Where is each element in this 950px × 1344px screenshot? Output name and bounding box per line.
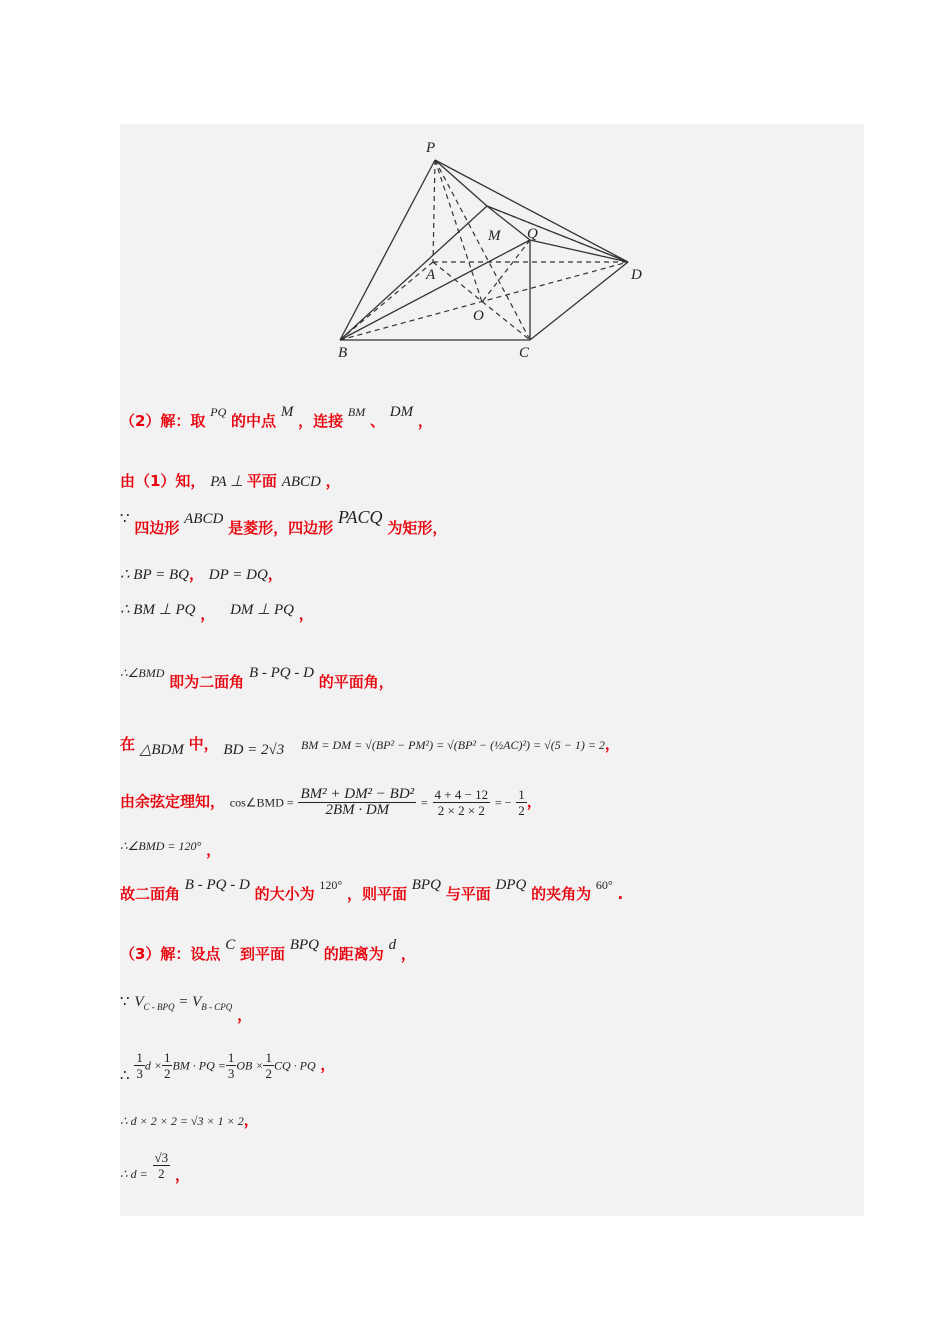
label-D: D <box>631 267 642 283</box>
math: ∴ <box>120 1067 130 1084</box>
math: BM · PQ = <box>172 1058 226 1073</box>
label-Q: Q <box>527 226 538 242</box>
denominator: 2 × 2 × 2 <box>437 803 485 818</box>
math: BM <box>347 405 366 419</box>
text: ， <box>400 945 416 963</box>
p2-line1 <box>120 404 433 431</box>
p2-line9 <box>120 836 222 859</box>
text: ， <box>206 841 222 859</box>
math: PACQ <box>337 507 383 527</box>
math: cos∠BMD = <box>229 795 294 810</box>
text: 故二面角 <box>120 885 181 903</box>
text: 到平面 <box>240 945 286 963</box>
math-subscript: C - BPQ <box>143 1002 175 1012</box>
p2-line10 <box>120 877 624 904</box>
numerator: 1 <box>518 787 525 802</box>
text: 在 <box>120 735 136 753</box>
math: ABCD <box>281 474 321 490</box>
math: PA ⊥ <box>210 474 247 490</box>
math: B - PQ - D <box>184 877 250 893</box>
math: 120° <box>319 878 343 892</box>
p3-line4 <box>120 1111 259 1130</box>
math: DM <box>389 404 414 420</box>
fraction <box>516 787 527 818</box>
text: . <box>617 885 624 903</box>
edge-MD <box>487 206 628 262</box>
p3-line1 <box>120 937 416 964</box>
math: ∴ BP = BQ <box>120 567 189 583</box>
label-P: P <box>426 140 436 156</box>
numerator: 1 <box>136 1050 143 1065</box>
math: ∵ <box>120 994 130 1010</box>
text: 的夹角为 <box>531 885 592 903</box>
denominator: 2 <box>163 1066 171 1081</box>
text: 由（1）知， <box>120 472 206 490</box>
math: ∵ <box>120 511 130 527</box>
label-C: C <box>519 345 530 361</box>
math: CQ · PQ <box>273 1058 316 1073</box>
p3-line3 <box>120 1050 336 1084</box>
p2-line6 <box>120 665 394 692</box>
text: 是菱形，四边形 <box>228 519 334 537</box>
text: 与平面 <box>445 885 491 903</box>
fraction <box>298 787 416 818</box>
text: ， <box>174 1165 190 1184</box>
label-B: B <box>338 345 348 361</box>
edge-QO <box>482 240 530 302</box>
math: ∴∠BMD = 120° <box>120 839 202 853</box>
math: BM = DM = √(BP² − PM²) = √(BP² − (½AC)²) = √(5 − 1) = 2 <box>301 738 605 752</box>
numerator: 4 + 4 − 12 <box>434 787 489 802</box>
text: ， <box>526 792 542 811</box>
text: ，连接 <box>298 412 344 430</box>
math: 60° <box>595 878 613 892</box>
math: △BDM <box>139 742 184 758</box>
math: C <box>225 937 236 953</box>
math: = <box>420 795 428 810</box>
edge-PA <box>433 160 435 262</box>
fraction <box>162 1050 173 1081</box>
edge-QD <box>530 240 628 262</box>
denominator: 3 <box>136 1066 143 1081</box>
text: 的大小为 <box>254 885 315 903</box>
text: 的中点 <box>231 412 277 430</box>
label-A: A <box>426 267 436 283</box>
fraction <box>226 1050 237 1081</box>
text: 为矩形， <box>387 519 448 537</box>
text: ， <box>417 412 433 430</box>
denominator: 2 <box>265 1066 272 1081</box>
pyramid-figure <box>120 124 864 374</box>
p3-line2 <box>120 992 253 1024</box>
text: 、 <box>370 412 386 430</box>
math: DPQ <box>495 877 527 893</box>
math: DM ⊥ PQ <box>230 602 294 618</box>
p2-line5 <box>120 600 314 623</box>
denominator: 2 <box>158 1166 165 1181</box>
math: ∴ d = <box>120 1166 148 1181</box>
math: OB × <box>236 1058 264 1073</box>
math: PQ <box>210 405 227 419</box>
text: ， <box>298 605 314 623</box>
text: （2）解：取 <box>120 412 206 430</box>
math: BPQ <box>411 877 441 893</box>
math: V <box>134 994 144 1010</box>
numerator: √3 <box>154 1150 169 1165</box>
text: ， <box>604 735 620 753</box>
label-M: M <box>488 228 501 244</box>
text: ， <box>200 605 216 623</box>
math: DP = DQ <box>208 567 268 583</box>
math: ABCD <box>184 511 224 527</box>
edge-AB <box>340 262 433 340</box>
p2-line3 <box>120 507 448 538</box>
numerator: BM² + DM² − BD² <box>300 786 415 802</box>
math: M <box>280 404 294 420</box>
text: 即为二面角 <box>169 673 245 691</box>
text: ， <box>237 1006 253 1024</box>
text: （3）解：设点 <box>120 945 221 963</box>
edge-CD <box>530 262 628 340</box>
p2-line7 <box>120 735 620 758</box>
fraction <box>433 787 491 818</box>
math: ∴∠BMD <box>120 666 165 680</box>
edge-BQ <box>340 240 530 340</box>
math: ∴ BM ⊥ PQ <box>120 602 196 618</box>
denominator: 2 <box>518 803 525 818</box>
numerator: 1 <box>227 1050 235 1065</box>
text: ， <box>267 565 283 583</box>
denominator: 3 <box>227 1066 235 1081</box>
text: ， <box>325 472 341 490</box>
numerator: 1 <box>163 1050 171 1065</box>
math: d <box>388 937 397 953</box>
text: 由余弦定理知， <box>120 792 226 811</box>
fraction <box>153 1150 171 1181</box>
p2-line4 <box>120 565 283 584</box>
text: 的距离为 <box>323 945 384 963</box>
text: ， <box>243 1111 259 1129</box>
math: ∴ d × 2 × 2 = √3 × 1 × 2 <box>120 1114 244 1128</box>
denominator: 2BM · DM <box>325 802 390 818</box>
text: ，则平面 <box>346 885 407 903</box>
math: BD = 2√3 <box>223 742 285 758</box>
math: d × <box>144 1058 162 1073</box>
text: ， <box>188 565 204 583</box>
math: BPQ <box>289 937 319 953</box>
fraction <box>134 1050 145 1081</box>
math: = V <box>174 994 202 1010</box>
text: 的平面角， <box>318 673 394 691</box>
edge-PB <box>340 160 435 340</box>
label-O: O <box>473 308 484 324</box>
numerator: 1 <box>265 1050 272 1065</box>
p3-line5 <box>120 1150 190 1184</box>
math-subscript: B - CPQ <box>201 1002 233 1012</box>
math: = − <box>494 795 512 810</box>
p2-line8 <box>120 787 542 818</box>
p2-line2 <box>120 472 341 491</box>
fraction <box>263 1050 274 1081</box>
math: B - PQ - D <box>248 665 314 681</box>
text: 平面 <box>246 472 277 490</box>
text: 中， <box>188 735 219 753</box>
text: 四边形 <box>134 519 180 537</box>
text: ， <box>320 1055 336 1074</box>
